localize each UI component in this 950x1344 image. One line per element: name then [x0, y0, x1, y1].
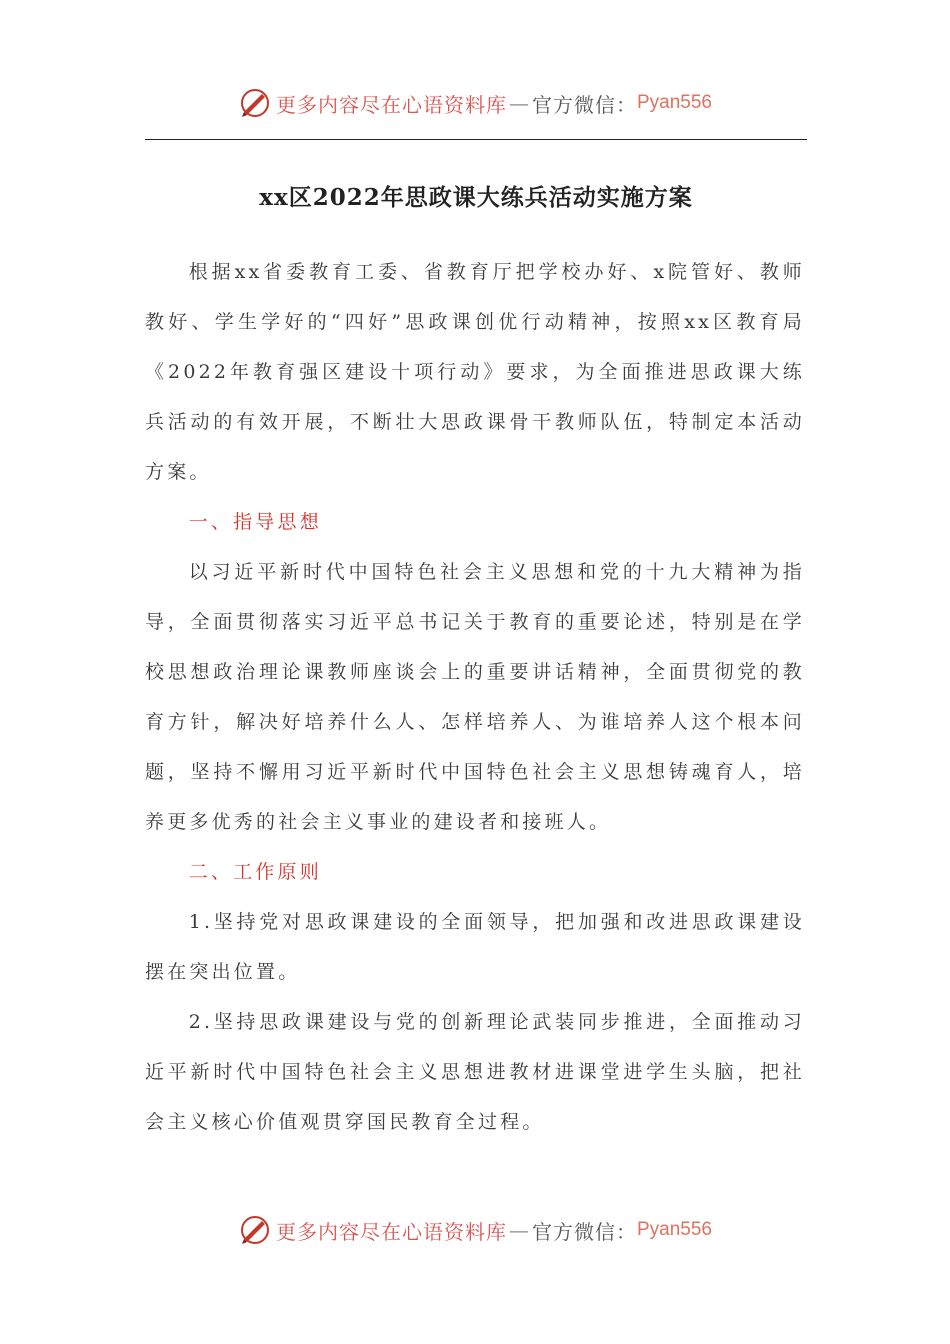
brand-text: 更多内容尽在心语资料库 — [275, 1219, 507, 1244]
document-body — [145, 247, 805, 1147]
header-watermark — [0, 83, 950, 123]
header-divider — [145, 139, 807, 140]
body-paragraph: 以习近平新时代中国特色社会主义思想和党的十九大精神为指导，全面贯彻落实习近平总书记关于教育的重要论述，特别是在学校思想政治理论课教师座谈会上的重要讲话精神，全面贯彻党的教育方针，解决好培养什么人、怎样培养人、为谁培养人这个根本问题，坚持不懈用习近平新时代中国特色社会主义思想铸魂育人，培养更多优秀的社会主义事业的建设者和接班人。 — [145, 561, 805, 833]
brand-dash: — — [508, 91, 530, 115]
pen-logo-icon — [238, 1213, 272, 1247]
brand-dash: — — [508, 1218, 530, 1242]
section-heading: 二、工作原则 — [188, 861, 322, 883]
wechat-label: 官方微信： — [531, 1219, 637, 1244]
body-paragraph: 2.坚持思政课建设与党的创新理论武装同步推进，全面推动习近平新时代中国特色社会主义思想进教材进课堂进学生头脑，把社会主义核心价值观贯穿国民教育全过程。 — [145, 1011, 805, 1133]
wechat-label: 官方微信： — [531, 92, 637, 117]
brand-text: 更多内容尽在心语资料库 — [275, 92, 507, 117]
document-title: xx区2022年思政课大练兵活动实施方案 — [259, 184, 693, 211]
body-paragraph: 1.坚持党对思政课建设的全面领导，把加强和改进思政课建设摆在突出位置。 — [145, 911, 805, 983]
pen-logo-icon — [238, 86, 272, 120]
wechat-id: Pyan556 — [636, 92, 712, 113]
wechat-id: Pyan556 — [636, 1219, 712, 1240]
body-paragraph: 根据xx省委教育工委、省教育厅把学校办好、x院管好、教师教好、学生学好的“四好”思政课创优行动精神，按照xx区教育局《2022年教育强区建设十项行动》要求，为全面推进思政课大练兵活动的有效开展，不断壮大思政课骨干教师队伍，特制定本活动方案。 — [145, 261, 805, 483]
footer-watermark — [0, 1210, 950, 1250]
section-heading: 一、指导思想 — [188, 511, 322, 533]
